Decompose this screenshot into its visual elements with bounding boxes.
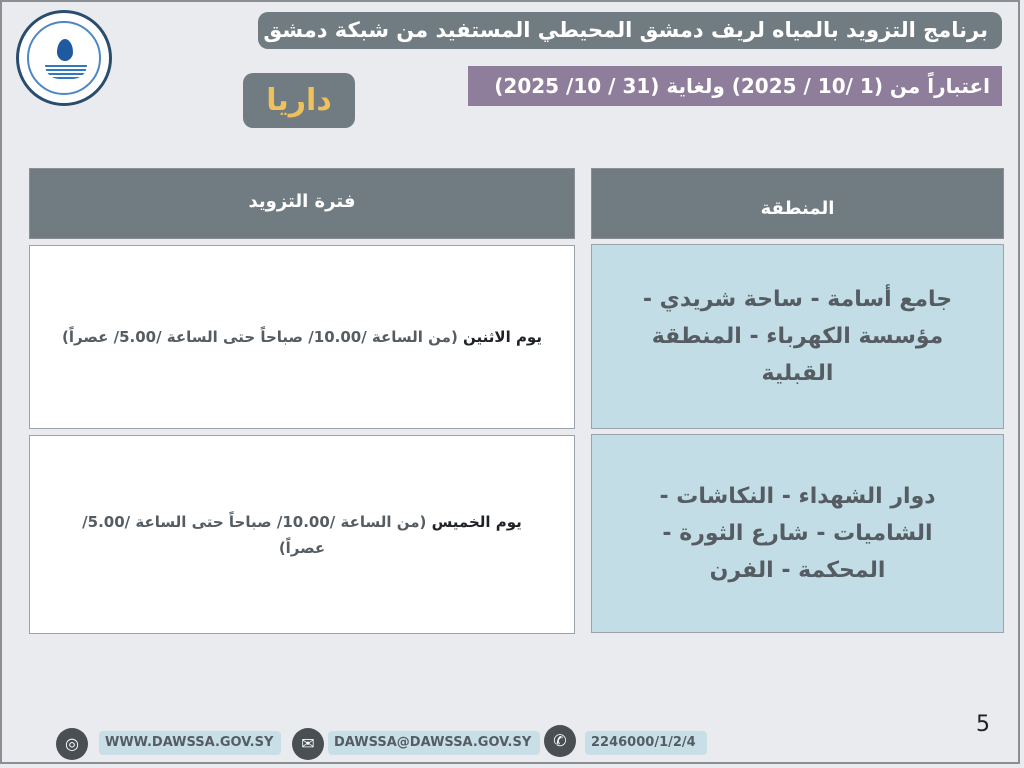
day-label: يوم الخميس [431, 512, 522, 531]
date-range: اعتباراً من (1 /10 / 2025) ولغاية (31 / 10/ 2025) [468, 66, 1002, 106]
envelope-icon: ✉ [292, 728, 324, 760]
day-label: يوم الاثنين [463, 328, 542, 346]
period-text [62, 324, 542, 350]
page-number: 5 [976, 712, 990, 737]
page-title: برنامج التزويد بالمياه لريف دمشق المحيطي المستفيد من شبكة دمشق [258, 12, 1002, 49]
table-cell-area [591, 434, 1004, 633]
website-link[interactable]: WWW.DAWSSA.GOV.SY [99, 731, 281, 755]
globe-icon: ◎ [56, 728, 88, 760]
phone-icon: ✆ [544, 725, 576, 757]
city-badge: داريا [243, 73, 355, 128]
time-label: (من الساعة /10.00/ صباحاً حتى الساعة /5.00/ عصراً) [82, 512, 427, 557]
column-header-area: المنطقة [591, 168, 1004, 239]
phone-number: 2246000/1/2/4 [585, 731, 707, 755]
email-link[interactable]: DAWSSA@DAWSSA.GOV.SY [328, 731, 540, 755]
column-header-period: فترة التزويد [29, 168, 575, 239]
water-drop-icon [57, 39, 73, 61]
table-cell-period [29, 245, 575, 429]
period-text [60, 509, 544, 561]
table-cell-period [29, 435, 575, 634]
time-label: (من الساعة /10.00/ صباحاً حتى الساعة /5.00/ عصراً) [62, 328, 458, 346]
table-cell-area [591, 244, 1004, 429]
area-text: جامع أسامة - ساحة شريدي - مؤسسة الكهرباء - المنطقة القبلية [642, 287, 953, 386]
area-text: دوار الشهداء - النكاشات - الشاميات - شارع الثورة - المحكمة - الفرن [659, 484, 936, 583]
organization-logo [16, 10, 112, 106]
